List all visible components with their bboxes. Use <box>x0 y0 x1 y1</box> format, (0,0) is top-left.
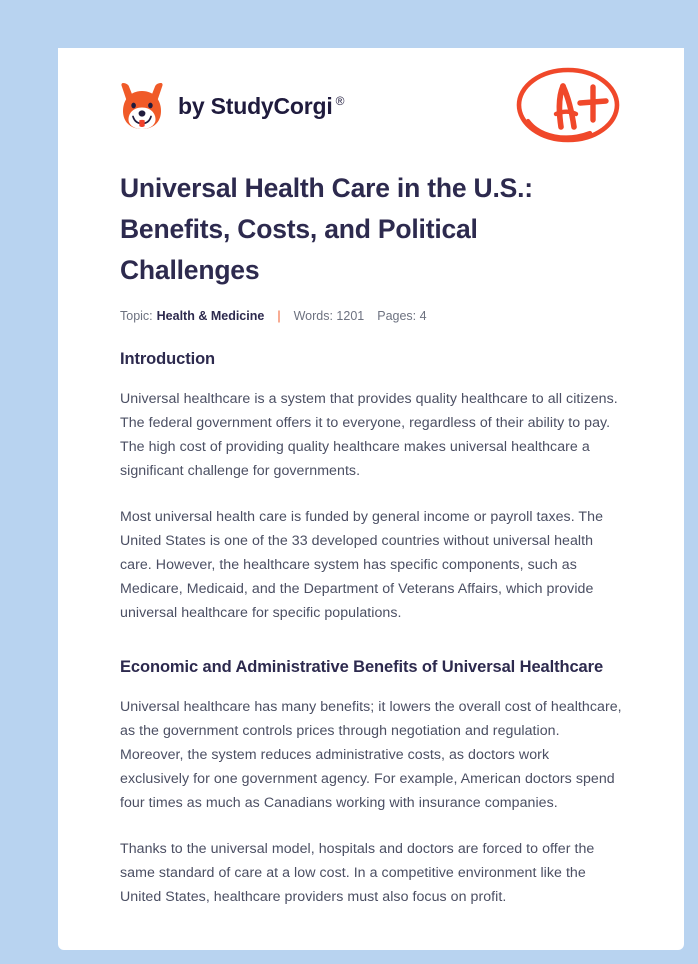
brand-name-text: by StudyCorgi <box>178 92 333 119</box>
document-body <box>120 347 622 909</box>
registered-trademark-icon: ® <box>335 93 345 108</box>
page-count: Pages: 4 <box>377 309 427 323</box>
document-meta <box>120 307 622 325</box>
sheet-header <box>120 48 622 160</box>
a-plus-grade-badge-icon <box>514 65 622 147</box>
paragraph: Thanks to the universal model, hospitals and doctors are forced to offer the same standard of care at a low cost. In a competitive environment like the United States, healthcare providers must also focus on profit. <box>120 841 595 905</box>
section-heading-economic-benefits: Economic and Administrative Benefits of Universal Healthcare <box>120 658 604 676</box>
meta-separator: | <box>277 309 281 323</box>
section-heading-introduction: Introduction <box>120 350 216 368</box>
essay-paper-sheet <box>58 48 684 950</box>
studycorgi-brand[interactable] <box>120 81 344 131</box>
topic-value-link[interactable]: Health & Medicine <box>156 309 265 323</box>
page-title: Universal Health Care in the U.S.: Benefits, Costs, and Political Challenges <box>120 173 533 285</box>
brand-wordmark <box>178 93 344 120</box>
topic-label: Topic: <box>120 309 153 323</box>
paragraph: Universal healthcare has many benefits; it lowers the overall cost of healthcare, as the government controls prices through negotiation and regulation. Moreover, the system reduces administrative costs, as doctors work exclusively for one government agency. For example, American doctors spend four times as much as Canadians working with insurance companies. <box>120 699 622 811</box>
corgi-head-icon <box>120 81 164 131</box>
paragraph: Universal healthcare is a system that provides quality healthcare to all citizens. The federal government offers it to everyone, regardless of their ability to pay. The high cost of providing quality healthcare makes universal healthcare a significant challenge for governments. <box>120 391 618 479</box>
word-count: Words: 1201 <box>293 309 365 323</box>
paragraph: Most universal health care is funded by general income or payroll taxes. The United States is one of the 33 developed countries without universal health care. However, the healthcare system has specific components, such as Medicare, Medicaid, and the Department of Veterans Affairs, which provide universal healthcare for specific populations. <box>120 509 604 621</box>
